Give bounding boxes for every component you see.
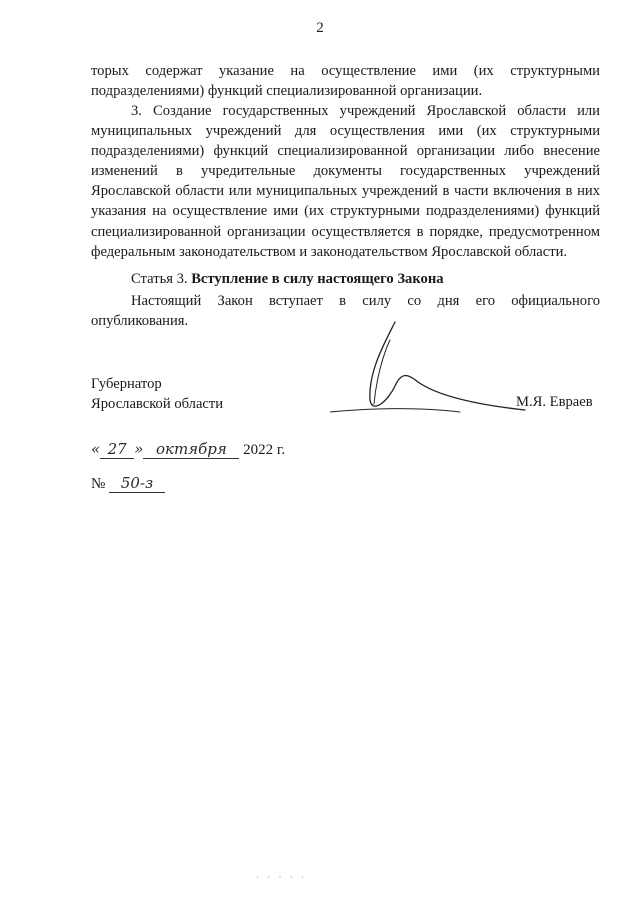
signatory-name: М.Я. Евраев: [516, 394, 593, 410]
signing-date: [91, 440, 285, 459]
date-close-quote: »: [134, 440, 144, 458]
article-text: Настоящий Закон вступает в силу со дня его официального опубликования.: [91, 293, 600, 330]
article-title: Вступление в силу настоящего Закона: [191, 271, 444, 287]
date-month: октября: [143, 441, 239, 459]
date-year: 2022 г.: [243, 442, 286, 458]
continuation-text: торых содержат указание на осуществление ими (их структурными подразделениями) функций специализированной организации.: [91, 63, 600, 100]
page-number: 2: [316, 20, 324, 36]
article-3-heading: [131, 271, 444, 288]
law-number: [91, 475, 165, 493]
continuation-paragraph: [91, 61, 600, 101]
law-number-value: 50-з: [109, 475, 165, 493]
paragraph-3-text: 3. Создание государственных учреждений Ярославской области или муниципальных учреждений для осуществления ими (их структурными подразделениями) функций специализированной организации либо внесение изменений в учредительные документы государственных учреждений Ярославской области или муниципальных учреждений в части включения в них указания на осуществление ими (их структурными подразделениями) функций специализированной организации осуществляется в порядке, предусмотренном федеральным законодательством и законодательством Ярославской области.: [91, 103, 600, 260]
date-day: 27: [100, 441, 134, 459]
position-line-1: Губернатор: [91, 376, 162, 392]
position-line-2: Ярославской области: [91, 396, 224, 412]
law-number-prefix: №: [91, 476, 106, 492]
handwritten-signature: [330, 312, 530, 422]
paragraph-3: [91, 101, 600, 262]
scan-artifact-marks: · · · · ·: [256, 872, 307, 882]
article-label: Статья 3.: [131, 271, 188, 287]
date-open-quote: «: [91, 440, 101, 458]
signatory-position: [91, 374, 223, 414]
